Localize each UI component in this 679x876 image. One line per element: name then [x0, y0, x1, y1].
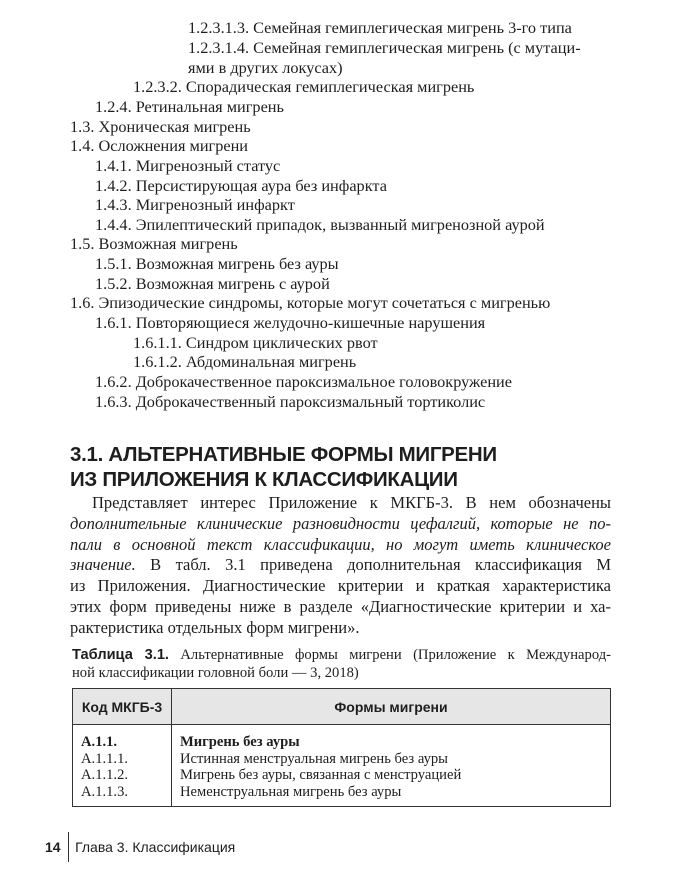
body-paragraph [70, 493, 611, 639]
outline-item: 1.2.4. Ретинальная мигрень [95, 97, 284, 116]
paragraph-line: этих форм приведены ниже в разделе «Диагностические критерии и ха- [70, 596, 611, 616]
table-caption [72, 646, 611, 682]
paragraph-line [70, 555, 611, 576]
table-caption-text: Альтернативные формы мигрени (Приложение к Международ- [168, 647, 611, 663]
outline-item: 1.6.1.1. Синдром циклических рвот [133, 333, 378, 352]
outline-item: 1.6. Эпизодические синдромы, которые могут сочетаться с мигренью [70, 293, 551, 312]
outline-item: 1.5.1. Возможная мигрень без ауры [95, 254, 339, 273]
outline-item: 1.4.2. Персистирующая аура без инфаркта [95, 176, 387, 195]
code: A.1.1.2. [81, 767, 129, 783]
migraine-forms-table [72, 688, 611, 807]
paragraph-fragment: В табл. 3.1 приведена дополнительная классификация М [135, 555, 611, 575]
code: A.1.1.3. [81, 783, 129, 800]
forms-cell [172, 725, 611, 807]
outline-item: 1.4. Осложнения мигрени [70, 136, 248, 155]
page-footer [45, 832, 235, 862]
chapter-title: Глава 3. Классификация [75, 839, 236, 855]
form: Мигрень без ауры, связанная с менструацией [180, 767, 462, 783]
section-heading-line1: 3.1. АЛЬТЕРНАТИВНЫЕ ФОРМЫ МИГРЕНИ [70, 443, 497, 466]
outline-item: 1.4.4. Эпилептический припадок, вызванный мигренозной аурой [95, 215, 545, 234]
footer-divider [68, 832, 70, 862]
outline-item: 1.2.3.1.4. Семейная гемиплегическая мигрень (с мутаци- [188, 38, 581, 57]
outline-item: 1.6.2. Доброкачественное пароксизмальное головокружение [95, 372, 512, 391]
code: A.1.1.1. [81, 750, 129, 767]
outline-item: ями в других локусах) [188, 58, 343, 77]
paragraph-line: из Приложения. Диагностические критерии и краткая характеристика [70, 576, 611, 596]
section-heading-line2: ИЗ ПРИЛОЖЕНИЯ К КЛАССИФИКАЦИИ [70, 468, 458, 491]
outline-item: 1.3. Хроническая мигрень [70, 117, 251, 136]
table-row [73, 725, 611, 807]
outline-item: 1.2.3.2. Спорадическая гемиплегическая мигрень [133, 77, 475, 96]
form: Истинная менструальная мигрень без ауры [180, 750, 448, 767]
outline-item: 1.4.1. Мигренозный статус [95, 156, 281, 175]
form: Мигрень без ауры [180, 734, 300, 750]
outline-item: 1.4.3. Мигренозный инфаркт [95, 195, 295, 214]
outline-item: 1.5. Возможная мигрень [70, 234, 238, 253]
paragraph-italic-fragment: значение. [70, 555, 136, 575]
outline-item: 1.6.3. Доброкачественный пароксизмальный тортиколис [95, 392, 486, 411]
paragraph-line: Представляет интерес Приложение к МКГБ-3. В нем обозначены [92, 493, 611, 512]
table-caption-text: ной классификации головной боли — 3, 2018) [72, 665, 359, 681]
code-cell [73, 725, 172, 807]
outline-item: 1.2.3.1.3. Семейная гемиплегическая мигрень 3-го типа [188, 18, 572, 37]
code: A.1.1. [81, 734, 118, 750]
column-header-code: Код МКГБ-3 [73, 689, 172, 725]
paragraph-line: дополнительные клинические разновидности цефалгий, которые не по- [70, 513, 611, 533]
outline-item: 1.6.1. Повторяющиеся желудочно-кишечные нарушения [95, 313, 486, 332]
form: Неменструальная мигрень без ауры [180, 783, 402, 800]
paragraph-line: рактеристика отдельных форм мигрени». [70, 617, 360, 637]
table-header-row [73, 689, 611, 725]
column-header-forms: Формы мигрени [172, 689, 611, 725]
paragraph-line: пали в основной текст классификации, но могут иметь клиническое [70, 534, 611, 554]
table-caption-label: Таблица 3.1. [72, 647, 169, 663]
outline-item: 1.5.2. Возможная мигрень с аурой [95, 274, 330, 293]
page-number: 14 [45, 839, 61, 855]
outline-item: 1.6.1.2. Абдоминальная мигрень [133, 352, 357, 371]
